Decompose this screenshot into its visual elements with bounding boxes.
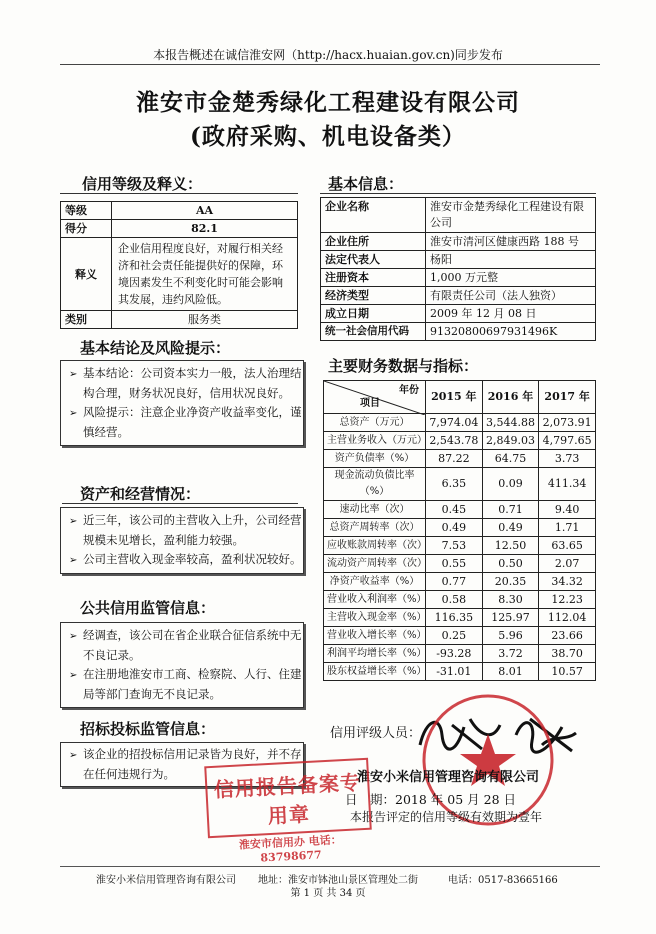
finance-value-cell: 20.35 [482, 573, 539, 591]
finance-item-label: 总资产（万元） [324, 414, 426, 432]
finance-value-cell: 1.71 [539, 519, 596, 537]
finance-item-label: 利润平均增长率（%） [324, 645, 426, 663]
year-header: 2017 年 [539, 381, 596, 414]
stamp-text: 信用报告备案专用章 [213, 770, 362, 829]
finance-value-cell: 125.97 [482, 609, 539, 627]
public-credit-box [60, 622, 304, 708]
arrow-bullet-icon: ➢ [69, 555, 78, 566]
finance-item-label: 速动比率（次） [324, 501, 426, 519]
list-item: ➢ 经调查，该公司在省企业联合征信系统中无不良记录。 [69, 628, 302, 662]
page-title: 淮安市金楚秀绿化工程建设有限公司 [136, 89, 520, 116]
footer-company: 淮安小米信用管理咨询有限公司 [96, 875, 236, 886]
basic-label: 统一社会信用代码 [321, 323, 426, 341]
finance-value-cell: 2.07 [539, 555, 596, 573]
header-year-label: 年份 [399, 385, 419, 396]
footer-phone: 电话：0517-83665166 [448, 875, 558, 886]
finance-value-cell: 12.23 [539, 591, 596, 609]
finance-heading: 主要财务数据与指标： [328, 357, 479, 375]
finance-value-cell: 0.58 [426, 591, 483, 609]
finance-value-cell: 0.77 [426, 573, 483, 591]
credit-code: 91320800697931496K [426, 323, 596, 341]
table-row [321, 233, 596, 251]
assets-heading: 资产和经营情况： [80, 485, 201, 503]
table-row [61, 202, 298, 220]
table-row [324, 663, 596, 681]
finance-value-cell: -93.28 [426, 645, 483, 663]
finance-value-cell: 0.49 [426, 519, 483, 537]
arrow-bullet-icon: ➢ [69, 670, 78, 681]
finance-value-cell: 2,073.91 [539, 414, 596, 432]
finance-value-cell: 9.40 [539, 501, 596, 519]
finance-item-label: 应收账款周转率（次） [324, 537, 426, 555]
finance-value-cell: 0.50 [482, 555, 539, 573]
rating-date: 2018 年 05 月 28 日 [395, 792, 517, 807]
credit-score: 82.1 [112, 220, 298, 238]
basic-label: 经济类型 [321, 287, 426, 305]
arrow-bullet-icon: ➢ [69, 408, 78, 419]
table-row [321, 287, 596, 305]
list-item: ➢ 基本结论：公司资本实力一般，法人治理结构合理，财务状况良好，信用状况良好。 [69, 366, 302, 400]
finance-value-cell: 5.96 [482, 627, 539, 645]
finance-value-cell: 34.32 [539, 573, 596, 591]
finance-value-cell: 3.73 [539, 450, 596, 468]
finance-value-cell: 38.70 [539, 645, 596, 663]
table-row [321, 198, 596, 233]
top-note: 本报告概述在诚信淮安网（http://hacx.huaian.gov.cn)同步发布 [153, 48, 503, 62]
rating-personnel-label: 信用评级人员： [330, 726, 422, 741]
footer-divider [60, 866, 600, 867]
finance-item-label: 现金流动负债比率（%） [324, 468, 426, 501]
assets-box [60, 507, 304, 574]
header-item-label: 项目 [360, 398, 380, 409]
finance-value-cell: 7.53 [426, 537, 483, 555]
finance-value-cell: 8.30 [482, 591, 539, 609]
basic-label: 成立日期 [321, 305, 426, 323]
finance-table [323, 380, 596, 681]
finance-value-cell: 10.57 [539, 663, 596, 681]
table-row [324, 645, 596, 663]
finance-value-cell: 2,543.78 [426, 432, 483, 450]
finance-item-label: 营业收入增长率（%） [324, 627, 426, 645]
registered-capital: 1,000 万元整 [426, 269, 596, 287]
finance-item-label: 营业收入利润率（%） [324, 591, 426, 609]
basic-label: 企业住所 [321, 233, 426, 251]
established-date: 2009 年 12 月 08 日 [426, 305, 596, 323]
finance-value-cell: 3.72 [482, 645, 539, 663]
table-row [321, 269, 596, 287]
page-subtitle: (政府采购、机电设备类） [190, 123, 466, 150]
finance-item-label: 净资产收益率（%） [324, 573, 426, 591]
table-row [324, 468, 596, 501]
public-credit-heading: 公共信用监管信息： [80, 599, 216, 617]
list-item: ➢ 该企业的招投标信用记录皆为良好，并不存在任何违规行为。 [69, 747, 302, 781]
finance-value-cell: 12.50 [482, 537, 539, 555]
table-row [321, 251, 596, 269]
bidding-heading: 招标投标监管信息： [80, 720, 216, 738]
finance-value-cell: 0.55 [426, 555, 483, 573]
table-row [324, 537, 596, 555]
credit-label: 得分 [61, 220, 112, 238]
list-item: ➢ 风险提示：注意企业净资产收益率变化，谨慎经营。 [69, 405, 302, 439]
finance-value-cell: 0.45 [426, 501, 483, 519]
page-number: 第 1 页 共 34 页 [290, 888, 366, 899]
conclusion-heading: 基本结论及风险提示： [80, 339, 231, 357]
basic-label: 法定代表人 [321, 251, 426, 269]
table-row [324, 414, 596, 432]
finance-value-cell: 8.01 [482, 663, 539, 681]
finance-value-cell: 3,544.88 [482, 414, 539, 432]
finance-value-cell: 2,849.03 [482, 432, 539, 450]
finance-value-cell: 0.49 [482, 519, 539, 537]
finance-value-cell: 411.34 [539, 468, 596, 501]
top-divider [60, 64, 600, 65]
finance-value-cell: 23.66 [539, 627, 596, 645]
rating-date-row [345, 790, 516, 808]
economic-type: 有限责任公司（法人独资） [426, 287, 596, 305]
credit-table [60, 201, 298, 329]
finance-value-cell: 0.09 [482, 468, 539, 501]
year-header: 2016 年 [482, 381, 539, 414]
list-item: ➢ 近三年，该公司的主营收入上升，公司经营规模未见增长，盈利能力较强。 [69, 513, 302, 547]
company-name: 淮安市金楚秀绿化工程建设有限公司 [426, 198, 596, 233]
finance-value-cell: 112.04 [539, 609, 596, 627]
table-row [324, 450, 596, 468]
credit-heading-underline [60, 193, 298, 194]
finance-value-cell: 0.71 [482, 501, 539, 519]
finance-value-cell: 7,974.04 [426, 414, 483, 432]
filing-stamp [204, 758, 372, 865]
finance-value-cell: 0.25 [426, 627, 483, 645]
basic-label: 注册资本 [321, 269, 426, 287]
finance-item-label: 主营收入现金率（%） [324, 609, 426, 627]
table-row [321, 305, 596, 323]
credit-explanation: 企业信用程度良好，对履行相关经济和社会责任能提供好的保障，环境因素发生不利变化时可能会影响其发展，违约风险低。 [112, 238, 298, 311]
arrow-bullet-icon: ➢ [69, 516, 78, 527]
finance-value-cell: 64.75 [482, 450, 539, 468]
table-row [61, 238, 298, 311]
arrow-bullet-icon: ➢ [69, 369, 78, 380]
table-row [61, 311, 298, 329]
credit-category: 服务类 [112, 311, 298, 329]
footer-address: 地址：淮安市钵池山景区管理处二街 [258, 875, 418, 886]
arrow-bullet-icon: ➢ [69, 631, 78, 642]
basic-heading: 基本信息： [328, 175, 404, 193]
finance-item-label: 资产负债率（%） [324, 450, 426, 468]
legal-representative: 杨阳 [426, 251, 596, 269]
list-item: ➢ 在注册地淮安市工商、检察院、人行、住建局等部门查询无不良记录。 [69, 667, 302, 701]
basic-heading-underline [320, 193, 596, 194]
assets-heading-underline [62, 503, 298, 504]
credit-heading: 信用等级及释义： [82, 175, 203, 193]
finance-item-label: 总资产周转率（次） [324, 519, 426, 537]
year-header: 2015 年 [426, 381, 483, 414]
table-row [324, 519, 596, 537]
company-address: 淮安市清河区健康西路 188 号 [426, 233, 596, 251]
table-row [324, 555, 596, 573]
table-row [324, 627, 596, 645]
table-row [324, 432, 596, 450]
finance-value-cell: 87.22 [426, 450, 483, 468]
finance-value-cell: -31.01 [426, 663, 483, 681]
conclusion-box [60, 360, 304, 446]
finance-value-cell: 116.35 [426, 609, 483, 627]
finance-item-label: 流动资产周转率（次） [324, 555, 426, 573]
rating-validity: 本报告评定的信用等级有效期为壹年 [350, 810, 543, 824]
diagonal-header-cell [324, 381, 426, 414]
finance-item-label: 主营业务收入（万元） [324, 432, 426, 450]
basic-label: 企业名称 [321, 198, 426, 233]
table-row [321, 323, 596, 341]
table-row [324, 501, 596, 519]
finance-item-label: 股东权益增长率（%） [324, 663, 426, 681]
rating-company: 淮安小米信用管理咨询有限公司 [357, 770, 540, 785]
table-row [61, 220, 298, 238]
credit-label: 释义 [61, 238, 112, 311]
finance-value-cell: 4,797.65 [539, 432, 596, 450]
arrow-bullet-icon: ➢ [69, 750, 78, 761]
stamp-subtext: 淮安市信用办 电话：83798677 [238, 833, 343, 865]
table-header-row [324, 381, 596, 414]
list-item: ➢ 公司主营收入现金率较高，盈利状况较好。 [69, 550, 303, 570]
finance-value-cell: 6.35 [426, 468, 483, 501]
rating-date-label: 日 期： [345, 792, 396, 807]
table-row [324, 591, 596, 609]
credit-grade: AA [112, 202, 298, 220]
credit-label: 等级 [61, 202, 112, 220]
basic-info-table [320, 197, 596, 341]
finance-value-cell: 63.65 [539, 537, 596, 555]
table-row [324, 573, 596, 591]
credit-label: 类别 [61, 311, 112, 329]
table-row [324, 609, 596, 627]
